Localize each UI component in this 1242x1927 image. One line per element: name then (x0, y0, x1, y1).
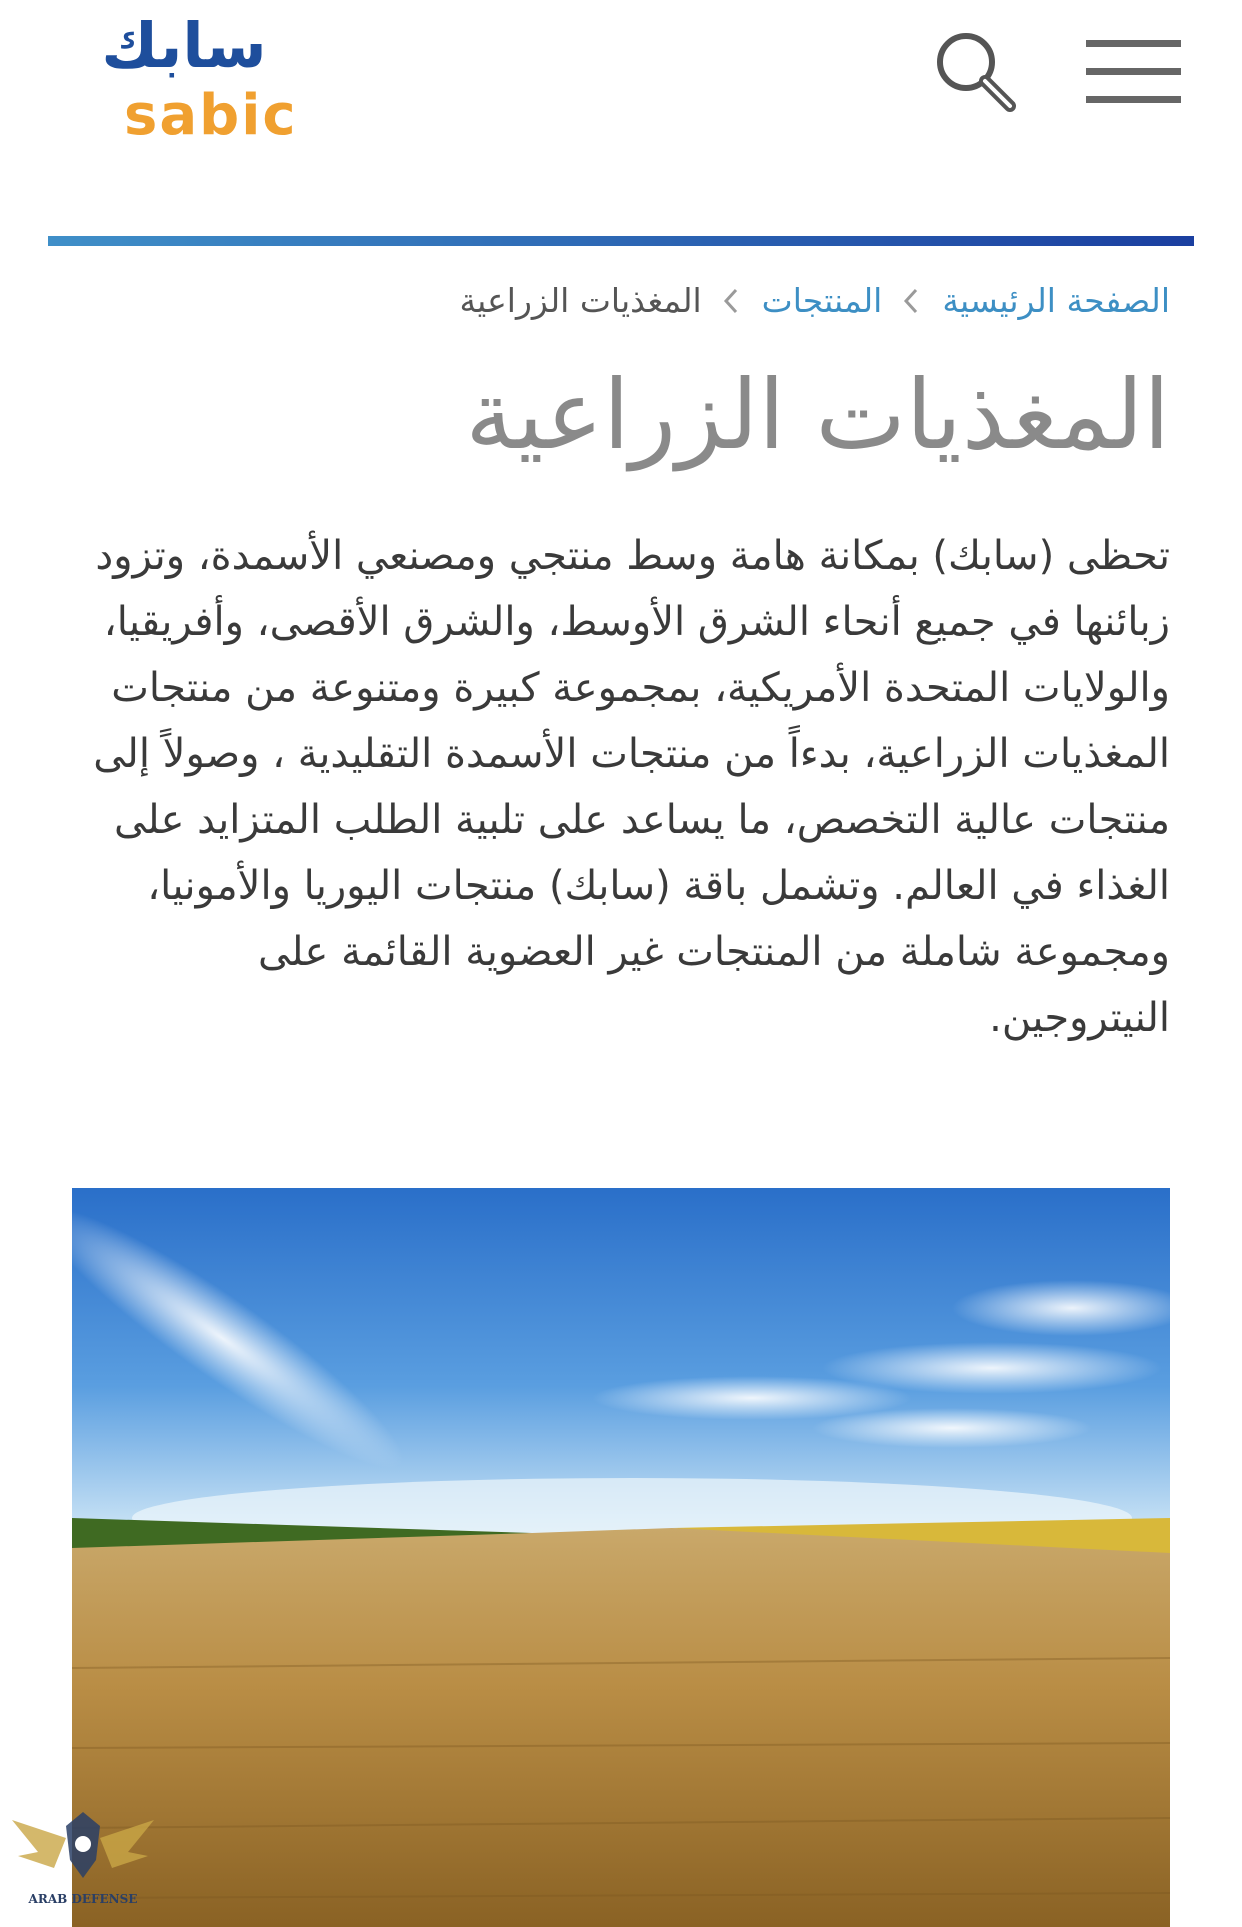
hamburger-menu-icon (1086, 40, 1181, 47)
chevron-left-icon (900, 286, 922, 316)
hamburger-menu-icon (1086, 96, 1181, 103)
breadcrumb (60, 270, 1170, 330)
breadcrumb-home-link[interactable]: الصفحة الرئيسية (942, 280, 1170, 320)
breadcrumb-separator (882, 280, 942, 320)
search-button[interactable] (930, 28, 1020, 118)
hamburger-menu-icon (1086, 68, 1181, 75)
search-icon (930, 28, 1020, 118)
header-divider (48, 236, 1194, 246)
site-header (0, 0, 1242, 200)
chevron-left-icon (720, 286, 742, 316)
breadcrumb-products-link[interactable]: المنتجات (761, 280, 883, 320)
breadcrumb-separator (702, 280, 762, 320)
intro-paragraph: تحظى (سابك) بمكانة هامة وسط منتجي ومصنعي الأسمدة، وتزود زبائنها في جميع أنحاء الشرق الأوسط، والشرق الأقصى، وأفريقيا، والولايات المتحدة الأمريكية، بمجموعة كبيرة ومتنوعة من منتجات المغذيات الزراعية، بدءاً من منتجات الأسمدة التقليدية ، وصولاً إلى منتجات عالية التخصص، ما يساعد على تلبية الطلب المتزايد على الغذاء في العالم. وتشمل باقة (سابك) منتجات اليوريا والأمونيا، ومجموعة شاملة من المنتجات غير العضوية القائمة على النيتروجين. (93, 533, 1170, 1041)
hero-image (72, 1188, 1170, 1927)
watermark-text: ARAB DEFENSE (28, 1892, 138, 1906)
watermark-logo (8, 1808, 158, 1918)
sabic-logo[interactable] (64, 9, 304, 148)
logo-arabic-text: سابك (101, 9, 267, 82)
breadcrumb-current: المغذيات الزراعية (459, 280, 702, 320)
menu-button[interactable] (1086, 40, 1181, 104)
wings-emblem-icon (8, 1808, 158, 1892)
page-title: المغذيات الزراعية (465, 359, 1170, 471)
logo-latin-text: sabic (124, 83, 298, 148)
